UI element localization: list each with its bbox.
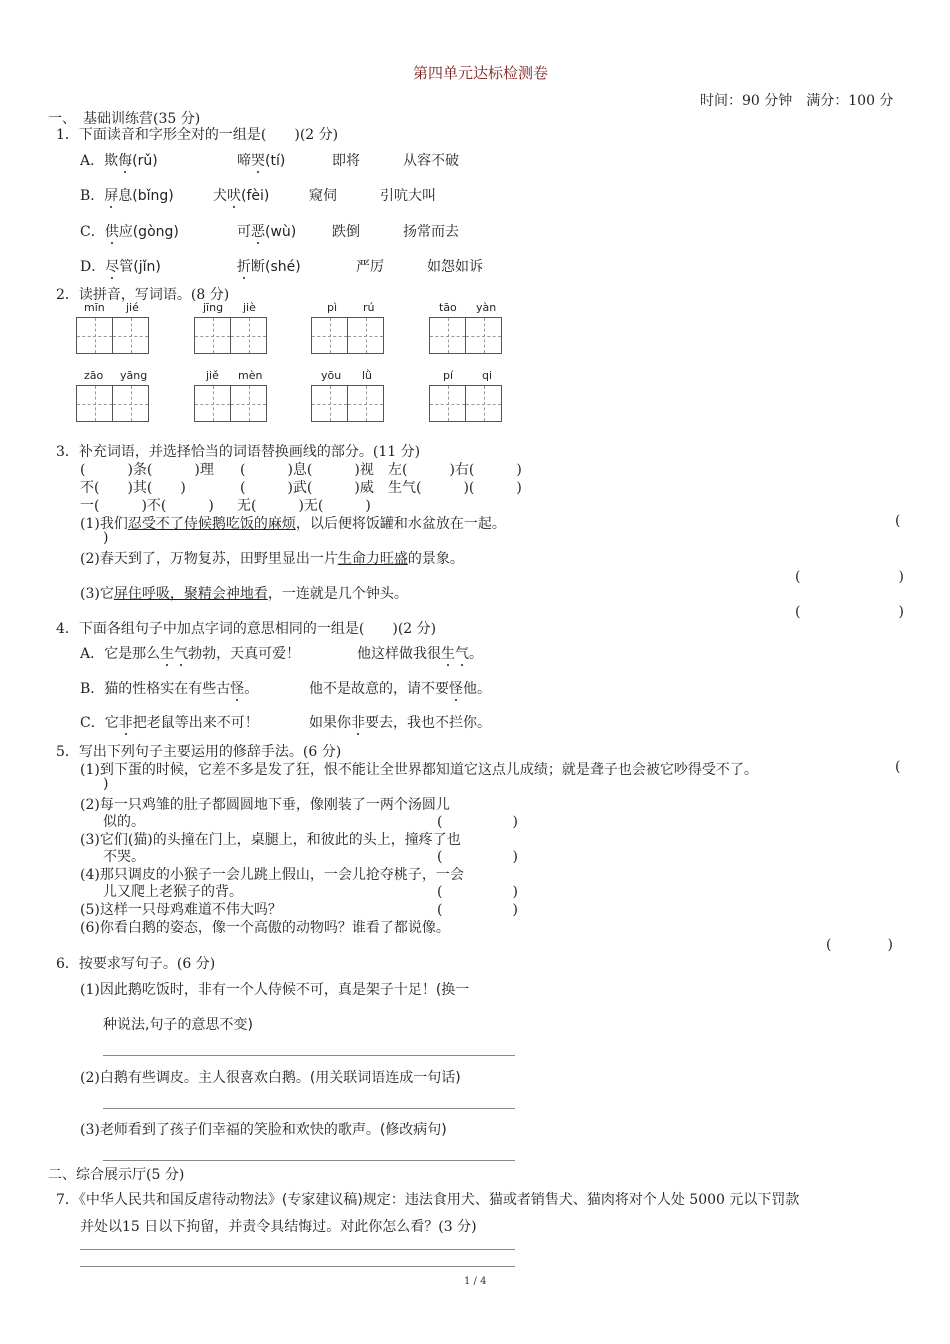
q1-b-word4: 引吭大叫 bbox=[380, 188, 436, 204]
q1-a-word2: 啼哭(tí) bbox=[237, 153, 286, 169]
pinyin: (rǔ) bbox=[132, 153, 158, 169]
q1-option-b: B．屏息(bǐng) bbox=[80, 188, 174, 204]
q7-stem: 7．《中华人民共和国反虐待动物法》(专家建议稿)规定：违法食用犬、猫或者销售犬、猫肉将对个人处 5000 元以下罚款 bbox=[56, 1192, 800, 1208]
answer-blank[interactable]: ( ) bbox=[437, 884, 518, 900]
q1-c-word2: 可恶(wù) bbox=[237, 224, 297, 240]
q1-d-word2: 折断(shé) bbox=[237, 259, 301, 275]
q6-stem: 6．按要求写句子。(6 分) bbox=[56, 956, 216, 972]
instruction: (换一 bbox=[435, 982, 470, 998]
word: 欺 bbox=[104, 153, 119, 169]
underlined-phrase: 忍受不了侍候鹅吃饭的麻烦 bbox=[127, 516, 296, 532]
q4-option-c-2: 如果你非要去，我也不拦你。 bbox=[309, 715, 491, 731]
pinyin: pí bbox=[443, 369, 454, 382]
pinyin: mīn bbox=[84, 301, 105, 314]
answer-blank[interactable]: ( ) bbox=[437, 814, 518, 830]
pinyin: qi bbox=[482, 369, 493, 382]
answer-line[interactable] bbox=[80, 1266, 515, 1267]
q6-sentence-3: (3)老师看到了孩子们幸福的笑脸和欢快的歌声。(修改病句) bbox=[80, 1122, 447, 1138]
underlined-phrase: 屏住呼吸，聚精会神地看 bbox=[113, 586, 268, 602]
pinyin: mèn bbox=[238, 369, 263, 382]
q3-blank[interactable]: 左( )右( ) bbox=[388, 462, 522, 478]
answer-blank[interactable]: ( ) bbox=[826, 937, 893, 953]
q1-d-word3: 严厉 bbox=[356, 259, 384, 275]
dotted-char: 尽 bbox=[105, 259, 120, 275]
answer-line[interactable] bbox=[103, 1160, 515, 1161]
pinyin: yàn bbox=[476, 301, 497, 314]
pinyin: lǜ bbox=[362, 369, 373, 382]
dotted-char: 吠 bbox=[227, 188, 241, 204]
pinyin: jīng bbox=[203, 301, 224, 314]
q1-b-word2: 犬吠(fèi) bbox=[213, 188, 270, 204]
q3-sentence-1: (1)我们忍受不了侍候鹅吃饭的麻烦，以后便将饭罐和水盆放在一起。 bbox=[80, 516, 506, 532]
answer-line[interactable] bbox=[103, 1055, 515, 1056]
q5-sentence-3-cont: 不哭。 bbox=[103, 849, 145, 865]
q1-option-a bbox=[80, 150, 158, 170]
q5-sentence-4-cont: 儿又爬上老猴子的背。 bbox=[103, 884, 243, 900]
pinyin: tāo bbox=[439, 301, 457, 314]
q6-instruction-1: 种说法,句子的意思不变) bbox=[103, 1017, 253, 1033]
q5-sentence-3: (3)它们(猫)的头撞在门上，桌腿上，和彼此的头上，撞疼了也 bbox=[80, 832, 461, 848]
q1-option-d: D．尽管(jǐn) bbox=[80, 259, 161, 275]
pinyin: jiě bbox=[206, 369, 219, 382]
time-info: 时间：90 分钟 满分：100 分 bbox=[700, 93, 894, 109]
q5-sentence-4: (4)那只调皮的小猴子一会儿跳上假山，一会儿抢夺桃子，一会 bbox=[80, 867, 464, 883]
pinyin: jiè bbox=[243, 301, 256, 314]
q1-option-c: C．供应(gòng) bbox=[80, 224, 179, 240]
q2-stem: 2．读拼音，写词语。(8 分) bbox=[56, 287, 230, 303]
answer-blank[interactable]: ( ) bbox=[437, 849, 518, 865]
writing-grid[interactable] bbox=[76, 385, 149, 422]
q4-stem: 4．下面各组句子中加点字词的意思相同的一组是( )(2 分) bbox=[56, 621, 437, 637]
pinyin: pì bbox=[327, 301, 338, 314]
q1-d-word4: 如怨如诉 bbox=[427, 259, 483, 275]
q3-blank[interactable]: ( )武( )威 bbox=[240, 480, 374, 496]
q1-b-word3: 窥伺 bbox=[309, 188, 337, 204]
instruction: (修改病句) bbox=[379, 1122, 447, 1138]
section-1-heading: 一、 基础训练营(35 分) bbox=[48, 111, 201, 127]
pinyin: zāo bbox=[84, 369, 104, 382]
q6-sentence-1: (1)因此鹅吃饭时，非有一个人侍候不可，真是架子十足！(换一 bbox=[80, 982, 470, 998]
instruction: (用关联词语连成一句话) bbox=[309, 1070, 461, 1086]
q4-option-b: B．猫的性格实在有些古怪。 bbox=[80, 681, 259, 697]
q3-sentence-2: (2)春天到了，万物复苏，田野里显出一片生命力旺盛的景象。 bbox=[80, 551, 464, 567]
answer-blank[interactable]: ( ) bbox=[437, 902, 518, 918]
page-number: 1 / 4 bbox=[464, 1276, 487, 1287]
q5-stem: 5．写出下列句子主要运用的修辞手法。(6 分) bbox=[56, 744, 342, 760]
writing-grid[interactable] bbox=[311, 385, 384, 422]
dotted-char: 屏 bbox=[104, 188, 119, 204]
writing-grid[interactable] bbox=[311, 317, 384, 354]
underlined-phrase: 生命力旺盛 bbox=[337, 551, 408, 567]
pinyin: yāng bbox=[120, 369, 148, 382]
answer-line[interactable] bbox=[103, 1108, 515, 1109]
answer-paren: ( bbox=[895, 759, 901, 775]
q1-stem: 1．下面读音和字形全对的一组是( )(2 分) bbox=[56, 127, 339, 143]
pinyin: yōu bbox=[321, 369, 342, 382]
writing-grid[interactable] bbox=[194, 317, 267, 354]
writing-grid[interactable] bbox=[76, 317, 149, 354]
q6-sentence-2: (2)白鹅有些调皮。主人很喜欢白鹅。(用关联词语连成一句话) bbox=[80, 1070, 461, 1086]
section-2-heading: 二、综合展示厅(5 分) bbox=[48, 1167, 185, 1183]
q3-blank[interactable]: 无( )无( ) bbox=[237, 498, 371, 514]
dotted-char: 恶 bbox=[251, 224, 265, 240]
q5-sentence-2-cont: 似的。 bbox=[103, 814, 145, 830]
q7-stem-cont: 并处以15 日以下拘留，并责令具结悔过。对此你怎么看？(3 分) bbox=[80, 1219, 477, 1235]
answer-blank[interactable]: ( ) bbox=[795, 604, 904, 620]
q5-sentence-6: (6)你看白鹅的姿态，像一个高傲的动物吗？谁看了都说像。 bbox=[80, 920, 450, 936]
q3-blank[interactable]: ( )条( )理 bbox=[80, 462, 214, 478]
q5-sentence-1: (1)到下蛋的时候，它差不多是发了狂，恨不能让全世界都知道它这点儿成绩；就是聋子也会被它吵得受不了。 bbox=[80, 762, 758, 778]
page-title: 第四单元达标检测卷 bbox=[413, 64, 549, 82]
q1-c-word4: 扬常而去 bbox=[403, 224, 459, 240]
q1-c-word3: 跌倒 bbox=[332, 224, 360, 240]
answer-paren: ( bbox=[895, 513, 901, 529]
q4-option-a-2: 他这样做我很生气。 bbox=[357, 646, 483, 662]
writing-grid[interactable] bbox=[429, 317, 502, 354]
q4-option-a: A．它是那么生气勃勃，天真可爱！ bbox=[80, 646, 301, 662]
q3-stem: 3．补充词语，并选择恰当的词语替换画线的部分。(11 分) bbox=[56, 444, 421, 460]
q3-blank[interactable]: 一( )不( ) bbox=[80, 498, 214, 514]
q5-sentence-2: (2)每一只鸡雏的肚子都圆圆地下垂，像刚装了一两个汤圆儿 bbox=[80, 797, 450, 813]
q5-sentence-5: (5)这样一只母鸡难道不伟大吗？ bbox=[80, 902, 282, 918]
q3-blank[interactable]: 不( )其( ) bbox=[80, 480, 186, 496]
q1-a-word3: 即将 bbox=[332, 153, 360, 169]
q4-option-c: C．它非把老鼠等出来不可！ bbox=[80, 715, 259, 731]
option-label: A． bbox=[80, 153, 105, 169]
answer-line[interactable] bbox=[80, 1249, 515, 1250]
q1-a-word4: 从容不破 bbox=[403, 153, 459, 169]
writing-grid[interactable] bbox=[194, 385, 267, 422]
pinyin: jié bbox=[126, 301, 139, 314]
writing-grid[interactable] bbox=[429, 385, 502, 422]
q4-option-b-2: 他不是故意的，请不要怪他。 bbox=[309, 681, 491, 697]
dotted-char: 供 bbox=[104, 224, 119, 240]
answer-blank[interactable]: ( ) bbox=[795, 569, 904, 585]
dotted-char: 侮 bbox=[118, 153, 133, 169]
answer-paren: ) bbox=[103, 776, 109, 792]
q3-blank[interactable]: ( )息( )视 bbox=[240, 462, 374, 478]
dotted-char: 折 bbox=[237, 259, 251, 275]
pinyin: rú bbox=[363, 301, 375, 314]
answer-paren: ) bbox=[103, 530, 109, 546]
q3-sentence-3: (3)它屏住呼吸，聚精会神地看，一连就是几个钟头。 bbox=[80, 586, 408, 602]
q3-blank[interactable]: 生气( )( ) bbox=[388, 480, 522, 496]
dotted-char: 哭 bbox=[251, 153, 265, 169]
